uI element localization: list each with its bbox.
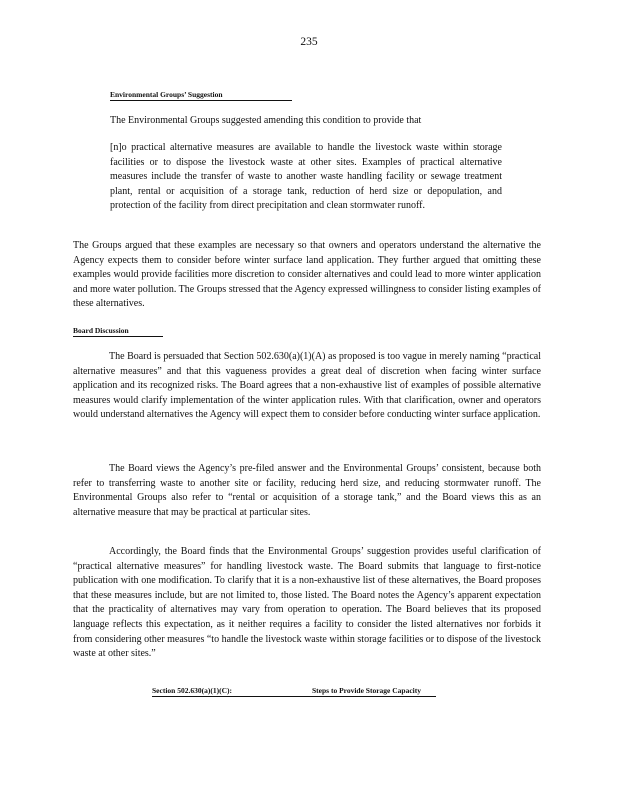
heading-environmental-groups-suggestion: Environmental Groups’ Suggestion (110, 90, 292, 101)
quoted-suggestion: [n]o practical alternative measures are available to handle the livestock waste within storage facilities or to dispose the livestock waste at other sites. Examples of practical alternative measures include the transfer of waste to another waste handling facility or sewage treatment plant, rental or acquisition of a storage tank, reduction of herd size or depopulation, and protection of the facility from direct precipitation and clean stormwater runoff. (110, 142, 502, 212)
page-number: 235 (300, 36, 318, 48)
heading-board-discussion: Board Discussion (73, 326, 163, 337)
board-discussion-paragraph-3: Accordingly, the Board finds that the Environmental Groups’ suggestion provides useful clarification of “practical alternative measures” for handling livestock waste. The Board submits that language to first-notice publication with one modification. To clarify that it is a non-exhaustive list of these alternatives, the Board proposes that these measures include, but are not limited to, those listed. The Board notes the Agency’s apparent expectation that the practicality of alternatives may vary from operation to operation. The Board believes that its proposed language reflects this expectation, as it neither requires a facility to consider the listed alternatives nor forbids it from considering other measures “to handle the livestock waste within storage facilities or to dispose of the livestock waste at other sites.” (73, 546, 541, 660)
groups-argument-paragraph: The Groups argued that these examples are necessary so that owners and operators understand the alternative the Agency expects them to consider before winter surface land application. They further argued that omitting these examples would provide facilities more discretion to consider alternatives and could lead to more winter application and more water pollution. The Groups stressed that the Agency expressed willingness to consider listing examples of these alternatives. (73, 240, 541, 310)
board-discussion-paragraph-2: The Board views the Agency’s pre-filed answer and the Environmental Groups’ consistent, because both refer to transferring waste to another site or facility, reducing herd size, and reducing stormwater runoff. The Environmental Groups also refer to “rental or acquisition of a storage tank,” and the Board views this as an alternative measure that may be practical at particular sites. (73, 463, 541, 518)
section-number: Section 502.630(a)(1)(C): (152, 686, 232, 695)
board-discussion-paragraph-1: The Board is persuaded that Section 502.630(a)(1)(A) as proposed is too vague in merely naming “practical alternative measures” and that this vagueness provides a great deal of discretion when facing winter surface application and its recognized risks. The Board agrees that a non-exhaustive list of examples of possible alternative measures would clarify implementation of the winter application rules. With that clarification, owner and operators would understand alternatives the Agency will expect them to consider before conducting winter surface application. (73, 351, 541, 421)
section-title: Steps to Provide Storage Capacity (311, 686, 422, 695)
heading-section-502-630 (152, 686, 436, 697)
intro-line: The Environmental Groups suggested amending this condition to provide that (110, 115, 422, 126)
